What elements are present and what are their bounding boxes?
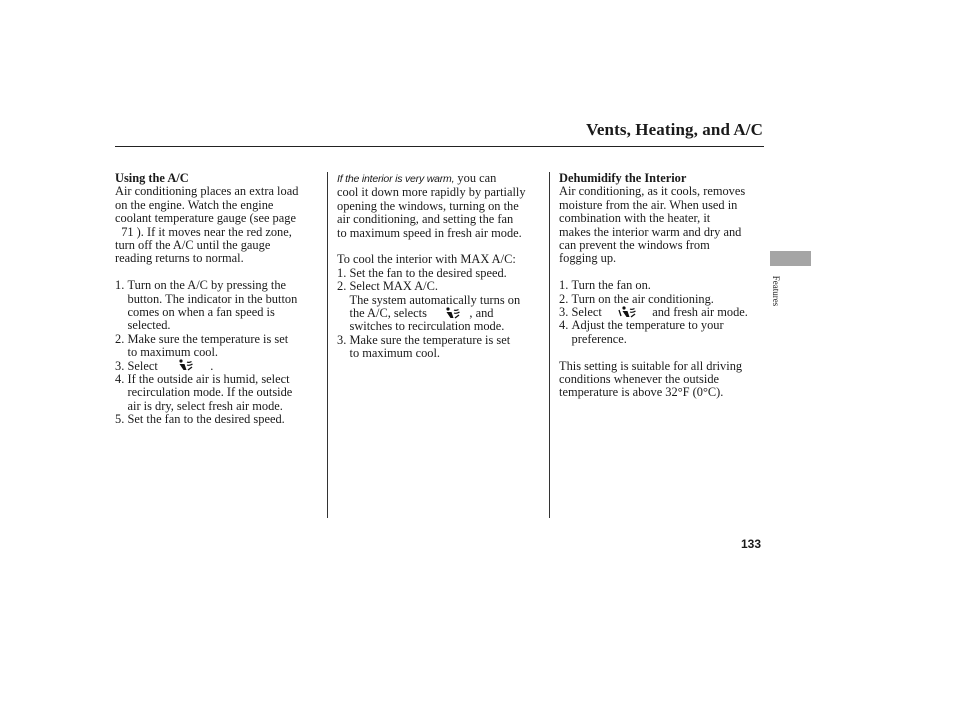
dehumidify-step-3: 3. Select and fresh air mode.: [559, 305, 748, 320]
intro-line: opening the windows, turning on the: [337, 198, 519, 213]
section-tab-label: Features: [771, 275, 781, 307]
intro-line: moisture from the air. When used in: [559, 197, 738, 212]
intro-line: reading returns to normal.: [115, 251, 244, 266]
dehumidify-column: [559, 172, 763, 400]
intro-line: makes the interior warm and dry and: [559, 224, 742, 239]
dehumidify-step-4: 4. Adjust the temperature to your preference.: [559, 318, 724, 346]
max-ac-intro: To cool the interior with MAX A/C:: [337, 252, 516, 267]
intro-line: combination with the heater, it: [559, 211, 711, 226]
warm-interior-lead: If the interior is very warm, you can: [337, 171, 497, 185]
step-4: 4. If the outside air is humid, select recirculation mode. If the outside air is dry, select fresh air mode.: [115, 372, 293, 413]
closing-line: temperature is above 32°F (0°C).: [559, 385, 724, 400]
page-title: Vents, Heating, and A/C: [586, 120, 763, 139]
section-tab: [770, 251, 811, 266]
step-2: 2. Make sure the temperature is set to maximum cool.: [115, 331, 289, 360]
intro-line: to maximum speed in fresh air mode.: [337, 225, 522, 240]
intro-line: Air conditioning, as it cools, removes: [559, 184, 746, 199]
dash-vent-mode-icon: [445, 307, 461, 320]
floor-defrost-mode-icon: [618, 306, 638, 319]
closing-line: conditions whenever the outside: [559, 372, 720, 387]
page-number: 133: [741, 537, 762, 551]
intro-line: cool it down more rapidly by partially: [337, 185, 526, 200]
max-ac-step-1: 1. Set the fan to the desired speed.: [337, 265, 507, 280]
intro-line: fogging up.: [559, 251, 617, 266]
intro-line: coolant temperature gauge (see page: [115, 211, 296, 226]
intro-line: can prevent the windows from: [559, 238, 710, 253]
step-3: 3. Select .: [115, 358, 214, 373]
dehumidify-heading: Dehumidify the Interior: [559, 171, 687, 185]
using-ac-heading: Using the A/C: [115, 171, 189, 185]
using-ac-column: [115, 172, 323, 427]
intro-line: Air conditioning places an extra load: [115, 184, 299, 199]
step-1: 1. Turn on the A/C by pressing the button. The indicator in the button comes on when a fan speed is selected.: [115, 278, 298, 333]
column-divider-2: [549, 172, 550, 518]
column-divider-1: [327, 172, 328, 518]
intro-line: air conditioning, and setting the fan: [337, 212, 514, 227]
dehumidify-step-1: 1. Turn the fan on.: [559, 278, 651, 293]
step-5: 5. Set the fan to the desired speed.: [115, 412, 285, 427]
dash-vent-mode-icon: [178, 359, 194, 372]
max-ac-step-3: 3. Make sure the temperature is set to maximum cool.: [337, 332, 511, 361]
intro-line: 71 ). If it moves near the red zone,: [115, 224, 292, 239]
intro-line: turn off the A/C until the gauge: [115, 238, 271, 253]
title-divider: [115, 146, 764, 147]
max-ac-column: [337, 172, 545, 361]
intro-line: on the engine. Watch the engine: [115, 197, 274, 212]
dehumidify-step-2: 2. Turn on the air conditioning.: [559, 291, 714, 306]
max-ac-step-2: 2. Select MAX A/C. The system automatically turns on the A/C, selects , and switches to recirculation mode.: [337, 279, 521, 334]
closing-line: This setting is suitable for all driving: [559, 358, 743, 373]
